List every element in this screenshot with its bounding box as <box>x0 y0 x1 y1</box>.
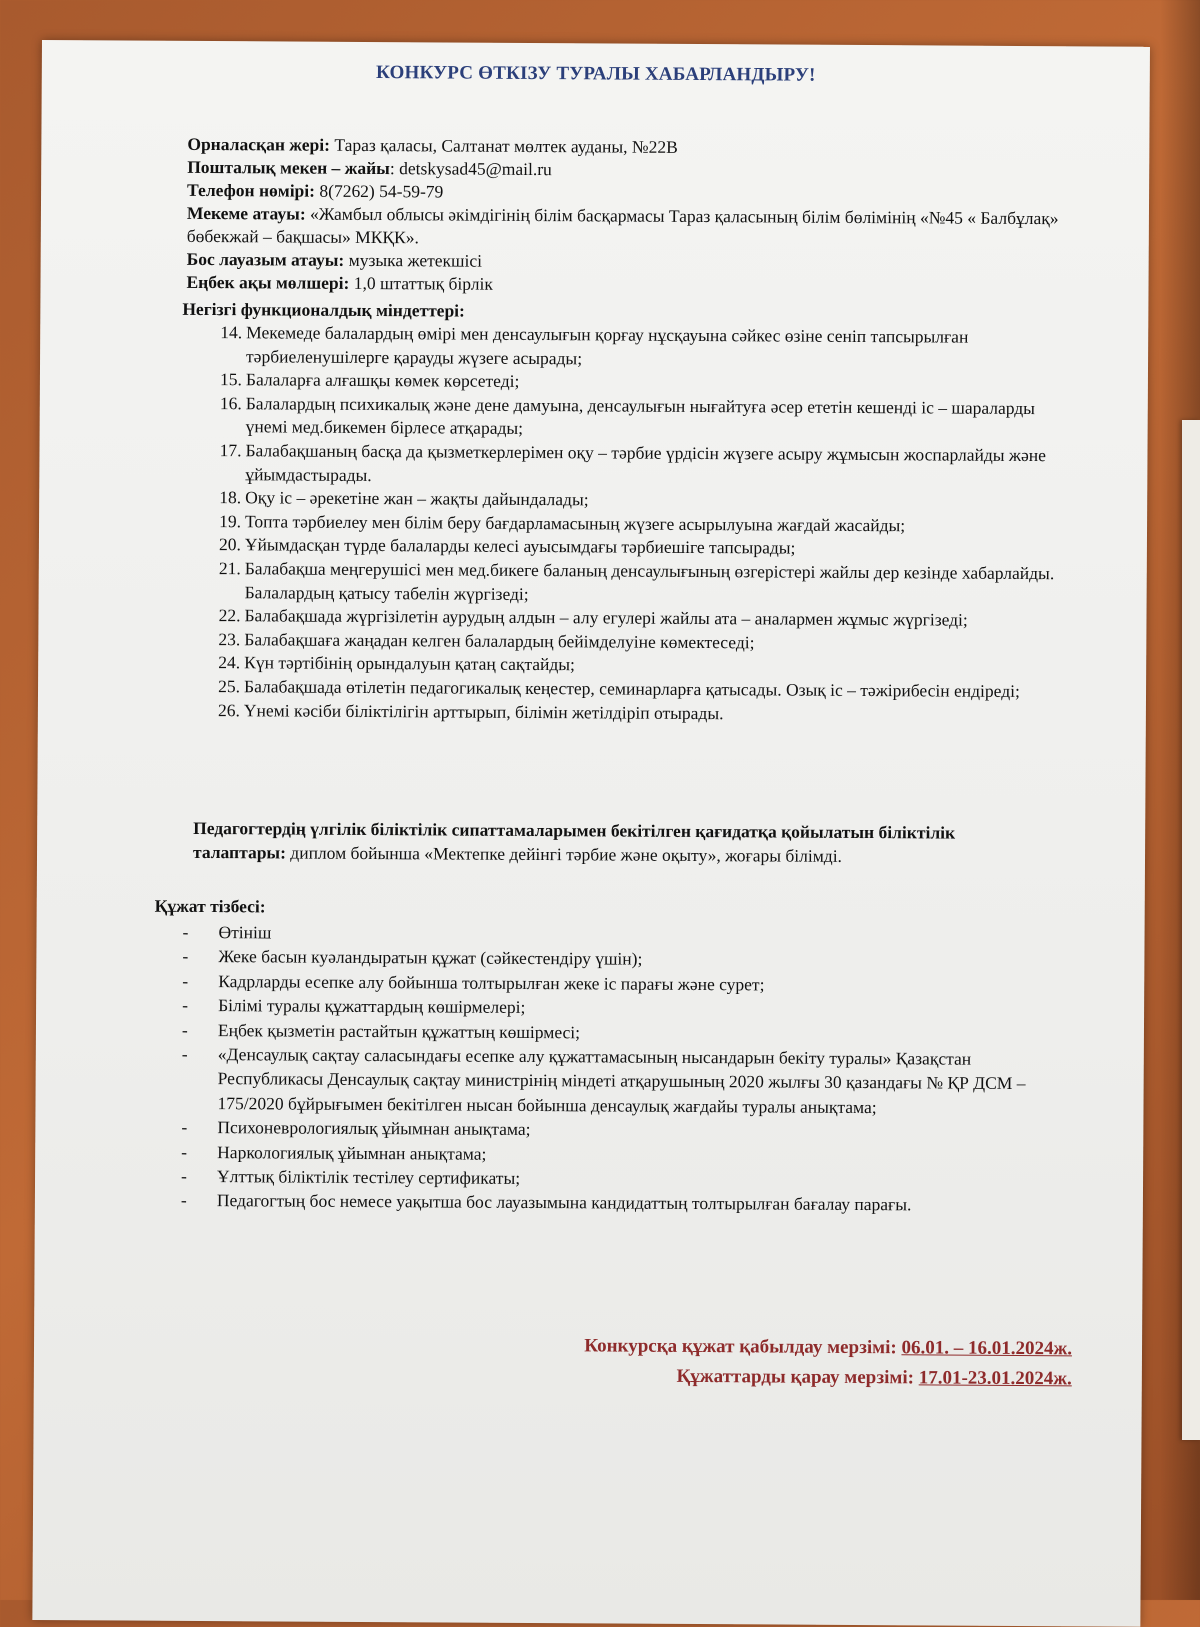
responsibility-text: Балабақша меңгерушісі мен мед.бикеге баланың денсаулығының өзгерістері жайлы дер кезінде хабарлайды. Балалардың қатысу табелін жүргізеді; <box>244 558 1055 604</box>
responsibility-text: Топта тәрбиелеу мен білім беру бағдарламасының жүзеге асырылуына жағдай жасайды; <box>245 510 906 536</box>
documents-heading: Құжат тізбесі: <box>154 895 266 917</box>
responsibility-number: 25. <box>218 675 241 697</box>
sheet-content <box>32 40 1150 1627</box>
responsibility-number: 23. <box>218 628 241 649</box>
document-text: «Денсаулық сақтау саласындағы есепке алу құжаттамасының нысандарын бекіту туралы» Қазақстан Республикасы Денсаулық сақтау министрінің міндеті атқарушының 2020 жылғы 30 қазандағы № ҚР ДСМ – 175/2020 бұйрығымен бекітілген нысан бойынша денсаулық жағдайы туралы анықтама; <box>217 1044 1026 1117</box>
deadline-review <box>584 1361 1072 1394</box>
responsibility-item <box>198 698 1058 727</box>
responsibilities-heading: Негізгі функционалдық міндеттері: <box>182 298 465 321</box>
responsibility-item <box>200 321 1060 373</box>
responsibility-number: 20. <box>218 534 241 555</box>
responsibility-text: Балабақшаның басқа да қызметкерлерімен оқу – тәрбие үрдісін жүзеге асыру жұмысын жоспарлайды және ұйымдастырады. <box>245 440 1047 485</box>
responsibility-number: 22. <box>218 605 241 626</box>
organization-info <box>186 133 1087 299</box>
qualification-label: Педагогтердің үлгілік біліктілік сипаттамаларымен бекітілген қағидатқа қойылатын біліктілік талаптары: <box>192 817 956 863</box>
deadline-accept-label: Конкурсқа құжат қабылдау мерзімі: <box>584 1335 902 1359</box>
document-text: Білімі туралы құжаттардың көшірмелері; <box>218 995 526 1018</box>
responsibility-text: Ұйымдасқан түрде балаларды келесі ауысымдағы тәрбиешіге тапсырады; <box>244 534 796 558</box>
document-text: Кадрларды есепке алу бойынша толтырылған жеке іс парағы және сурет; <box>218 970 765 995</box>
responsibility-text: Балалардың психикалық және дене дамуына, денсаулығын нығайтуға әсер ететін кешенді іс – шараларды үнемі мед.бикемен бірлесе атқарады; <box>245 393 1036 439</box>
responsibility-text: Балабақшаға жаңадан келген балалардың бейімделуіне көмектеседі; <box>244 628 755 653</box>
document-text: Еңбек қызметін растайтын құжаттың көшірмесі; <box>217 1019 581 1042</box>
responsibility-text: Мекемеде балалардың өмірі мен денсаулығын қорғау нұсқауына сәйкес өзіне сеніп тапсырылған тәрбиеленушілерге қарауды жүзеге асырады; <box>246 322 969 368</box>
documents-list <box>173 920 1055 1218</box>
info-mail-value: : detskysad45@mail.ru <box>389 158 552 180</box>
responsibility-number: 19. <box>219 510 242 531</box>
list-dash: - <box>181 1165 187 1186</box>
deadline-review-label: Құжаттарды қарау мерзімі: <box>676 1365 919 1389</box>
deadline-accept-date: 06.01. – 16.01.2024ж. <box>901 1337 1073 1360</box>
document-item <box>173 1188 1053 1218</box>
info-salary-value: 1,0 штаттық бірлік <box>349 272 494 294</box>
responsibility-number: 15. <box>219 369 242 390</box>
responsibility-item <box>200 392 1060 444</box>
deadline-review-date: 17.01-23.01.2024ж. <box>918 1367 1072 1390</box>
document-item <box>173 1042 1053 1121</box>
info-phone-value: 8(7262) 54-59-79 <box>314 180 444 202</box>
info-salary-label: Еңбек ақы мөлшері: <box>186 271 350 293</box>
document-text: Психоневрологиялық ұйымнан анықтама; <box>217 1117 531 1140</box>
info-mail-label: Пошталық мекен – жайы <box>187 156 390 179</box>
list-dash: - <box>181 1019 188 1040</box>
info-phone-label: Телефон нөмірі: <box>187 179 316 201</box>
info-location-label: Орналасқан жері: <box>187 133 331 155</box>
responsibility-text: Үнемі кәсіби біліктілігін арттырып, білімін жетілдіріп отырады. <box>243 699 724 723</box>
adjacent-sheet-edge <box>1182 420 1200 1440</box>
deadline-accept <box>584 1331 1072 1364</box>
info-org-label: Мекеме атауы: <box>186 202 306 224</box>
info-location-value: Тараз қаласы, Салтанат мөлтек ауданы, №22В <box>329 134 678 157</box>
responsibility-number: 14. <box>220 322 243 343</box>
list-dash: - <box>182 970 189 991</box>
responsibility-item <box>199 557 1059 609</box>
list-dash: - <box>182 995 188 1016</box>
list-dash: - <box>180 1190 187 1211</box>
responsibility-number: 24. <box>218 652 241 673</box>
info-vacancy-value: музыка жетекшісі <box>344 249 483 271</box>
list-dash: - <box>181 1117 188 1138</box>
info-organization <box>187 202 1087 253</box>
list-dash: - <box>181 1141 188 1162</box>
announcement-sheet <box>32 40 1150 1627</box>
document-text: Наркологиялық ұйымнан анықтама; <box>217 1141 487 1164</box>
document-title: КОНКУРС ӨТКІЗУ ТУРАЛЫ ХАБАРЛАНДЫРУ! <box>375 62 816 86</box>
list-dash: - <box>181 1043 188 1064</box>
qualification-requirements <box>193 816 1043 869</box>
responsibility-number: 21. <box>218 558 241 579</box>
responsibility-number: 17. <box>219 440 242 461</box>
qualification-value: диплом бойынша «Мектепке дейінгі тәрбие және оқыту», жоғары білімді. <box>285 842 843 866</box>
document-text: Өтініш <box>218 922 272 943</box>
document-text: Жеке басын куәландыратын құжат (сәйкестендіру үшін); <box>218 946 643 970</box>
info-salary <box>186 271 1086 299</box>
info-vacancy-label: Бос лауазым атауы: <box>186 248 345 270</box>
responsibility-text: Балаларға алғашқы көмек көрсетеді; <box>245 369 520 392</box>
responsibility-text: Оқу іс – әрекетіне жан – жақты дайындалады; <box>245 487 589 510</box>
responsibility-item <box>199 439 1059 491</box>
responsibilities-list <box>198 321 1060 727</box>
responsibility-number: 16. <box>219 392 242 414</box>
responsibility-number: 18. <box>219 487 242 508</box>
info-org-value: «Жамбыл облысы әкімдігінің білім басқармасы Тараз қаласының білім бөлімінің «№45 « Балбұлақ» бөбекжай – бақшасы» МКҚК». <box>186 203 1059 248</box>
document-text: Педагогтың бос немесе уақытша бос лауазымына кандидаттың толтырылған бағалау парағы. <box>216 1190 912 1215</box>
list-dash: - <box>182 921 189 942</box>
responsibility-text: Балабақшада өтілетін педагогикалық кеңестер, семинарларға қатысады. Озық іс – тәжірибесін ендіреді; <box>243 676 1020 701</box>
responsibility-number: 26. <box>217 699 240 720</box>
responsibility-text: Балабақшада жүргізілетін аурудың алдын – алу егулері жайлы ата – аналармен жұмыс жүргізеді; <box>244 605 968 630</box>
document-text: Ұлттық біліктілік тестілеу сертификаты; <box>217 1166 521 1189</box>
list-dash: - <box>182 946 189 967</box>
deadlines-block <box>584 1331 1072 1394</box>
responsibility-text: Күн тәртібінің орындалуын қатаң сақтайды; <box>244 652 575 675</box>
